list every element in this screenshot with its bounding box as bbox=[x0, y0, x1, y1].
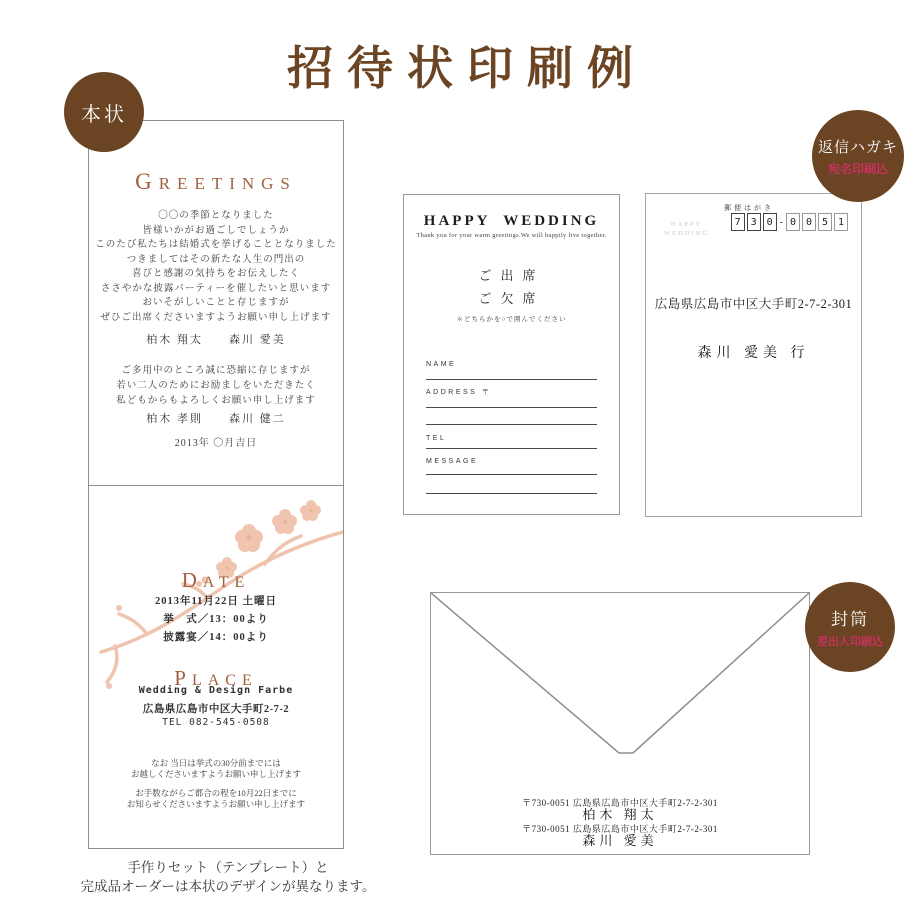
venue-address: 広島県広島市中区大手町2-7-2 bbox=[142, 704, 290, 715]
greeting-line: ぜひご出席くださいますようお願い申し上げます bbox=[100, 312, 332, 323]
date-place-card bbox=[88, 485, 344, 849]
badge-reply-postcard-label: 返信ハガキ bbox=[817, 138, 898, 156]
rsvp-card bbox=[403, 194, 620, 515]
postal-code-box: 0 bbox=[763, 213, 777, 231]
badge-envelope-sub: 差出人印刷込 bbox=[817, 636, 883, 648]
footnote-line: 完成品オーダーは本状のデザインが異なります。 bbox=[80, 879, 376, 894]
greeting-line: 喜びと感謝の気持ちをお伝えしたく bbox=[131, 269, 300, 279]
page-title: 招待状印刷例 bbox=[287, 42, 647, 94]
arrival-note-line: なお 当日は挙式の30分前までには bbox=[151, 758, 281, 768]
date-heading: DATE bbox=[181, 568, 251, 592]
parents-message-line: 私どもからもよろしくお願い申し上げます bbox=[116, 396, 316, 406]
sender-name: 柏木 翔太 bbox=[582, 807, 658, 822]
wedding-date-lines bbox=[89, 593, 343, 647]
badge-envelope bbox=[805, 582, 895, 672]
badge-main-invitation-label: 本状 bbox=[81, 103, 127, 126]
parents-message-line: ご多用中のところ誠に恐縮に存じますが bbox=[121, 366, 311, 376]
badge-main-invitation bbox=[64, 72, 144, 152]
rsvp-deadline-line: お手数ながらご都合の程を10月22日までに bbox=[135, 788, 297, 798]
arrival-note bbox=[89, 758, 343, 780]
postcard-header-label: 郵便はがき bbox=[724, 204, 774, 212]
place-heading: PLACE bbox=[174, 666, 258, 690]
address-field-line bbox=[426, 424, 597, 425]
watermark-line: HAPPY bbox=[670, 221, 703, 228]
circle-choice-note: ＊どちらかを○で囲んでください bbox=[456, 316, 567, 323]
parent-names: 柏木 孝則 森川 健二 bbox=[146, 413, 286, 425]
greeting-line: つきましてはその新たな人生の門出の bbox=[126, 254, 306, 265]
badge-envelope-label: 封筒 bbox=[831, 610, 869, 629]
recipient-name: 森川 愛美 行 bbox=[697, 346, 810, 361]
message-field-label: MESSAGE bbox=[426, 458, 479, 465]
heading-word: HAPPY bbox=[423, 213, 491, 229]
ceremony-time: 挙 式／13：00より bbox=[163, 614, 269, 625]
sender-name: 森川 愛美 bbox=[582, 833, 658, 848]
postal-code-box: 1 bbox=[834, 213, 848, 231]
venue-tel: TEL 082-545-0508 bbox=[162, 717, 270, 728]
parents-message bbox=[89, 364, 343, 409]
postal-code-box: 0 bbox=[786, 213, 800, 231]
address-field-label: ADDRESS 〒 bbox=[426, 389, 492, 396]
venue-name: Wedding & Design Farbe bbox=[138, 685, 294, 696]
sender-address: 〒730-0051 広島県広島市中区大手町2-7-2-301 bbox=[522, 824, 718, 834]
greetings-heading: GREETINGS bbox=[135, 169, 297, 194]
happy-wedding-heading bbox=[404, 213, 619, 230]
greeting-line: 皆様いかがお過ごしでしょうか bbox=[142, 225, 290, 236]
postal-code-box: 7 bbox=[731, 213, 745, 231]
reply-postcard bbox=[645, 193, 862, 517]
postal-code-hyphen: - bbox=[779, 216, 783, 228]
badge-reply-postcard bbox=[812, 110, 904, 202]
postal-code-box: 5 bbox=[818, 213, 832, 231]
rsvp-deadline-line: お知らせくださいますようお願い申し上げます bbox=[126, 799, 306, 809]
reception-time: 披露宴／14：00より bbox=[163, 632, 269, 643]
message-field-line bbox=[426, 474, 597, 475]
rsvp-deadline-note bbox=[89, 788, 343, 810]
address-field-line bbox=[426, 407, 597, 408]
watermark-line: WEDDING bbox=[664, 230, 710, 237]
badge-reply-postcard-sub: 宛名印刷込 bbox=[827, 161, 888, 176]
sender-address: 〒730-0051 広島県広島市中区大手町2-7-2-301 bbox=[522, 798, 718, 808]
envelope-sender-block bbox=[431, 798, 809, 850]
attend-option: ご出席 bbox=[478, 268, 545, 283]
rsvp-subheading: Thank you for your warm greetings.We will happily live together. bbox=[416, 232, 607, 239]
happy-wedding-watermark bbox=[664, 220, 709, 238]
postal-code-box: 3 bbox=[747, 213, 761, 231]
parents-message-line: 若い二人のためにお励ましをいただきたく bbox=[116, 381, 316, 391]
invitation-greeting-card bbox=[88, 120, 344, 488]
greeting-line: ささやかな披露パーティーを催したいと思います bbox=[100, 283, 332, 294]
name-field-line bbox=[426, 379, 597, 380]
recipient-address: 広島県広島市中区大手町2-7-2-301 bbox=[654, 297, 853, 311]
decline-option: ご欠席 bbox=[478, 291, 545, 306]
arrival-note-line: お越しくださいますようお願い申し上げます bbox=[130, 769, 301, 779]
greeting-line: 〇〇の季節となりました bbox=[158, 211, 274, 221]
heading-word: WEDDING bbox=[503, 213, 600, 229]
envelope bbox=[430, 592, 810, 855]
couple-names: 柏木 翔太 森川 愛美 bbox=[146, 334, 286, 346]
invitation-date-line: 2013年 〇月吉日 bbox=[174, 438, 258, 449]
greeting-line: おいそがしいことと存じますが bbox=[142, 298, 290, 308]
tel-field-label: TEL bbox=[426, 435, 447, 442]
postal-code-box: 0 bbox=[802, 213, 816, 231]
greeting-body-text bbox=[89, 209, 343, 325]
tel-field-line bbox=[426, 448, 597, 449]
name-field-label: NAME bbox=[426, 361, 457, 368]
message-field-line bbox=[426, 493, 597, 494]
footnote bbox=[28, 858, 428, 896]
postal-code-boxes bbox=[731, 213, 848, 231]
greeting-line: このたび私たちは結婚式を挙げることとなりました bbox=[95, 240, 337, 250]
footnote-line: 手作りセット（テンプレート）と bbox=[127, 860, 329, 875]
wedding-date: 2013年11月22日 土曜日 bbox=[154, 596, 278, 607]
